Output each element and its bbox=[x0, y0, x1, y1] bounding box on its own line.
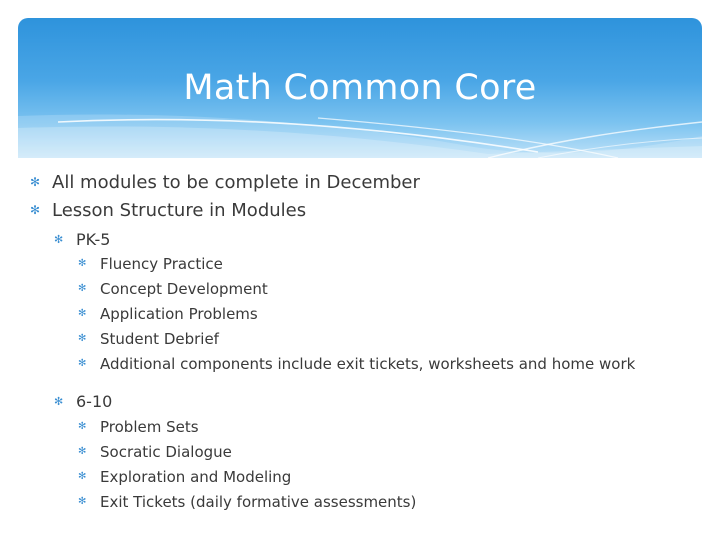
list-item bbox=[78, 443, 232, 461]
asterisk-bullet-icon: ✻ bbox=[78, 471, 87, 482]
sub-bullet-item bbox=[54, 230, 110, 249]
asterisk-bullet-icon: ✻ bbox=[78, 258, 87, 269]
asterisk-bullet-icon: ✻ bbox=[78, 358, 87, 369]
list-item bbox=[78, 255, 223, 273]
list-item-text: Concept Development bbox=[100, 280, 268, 298]
list-item bbox=[78, 418, 199, 436]
asterisk-bullet-icon: ✻ bbox=[54, 233, 64, 246]
list-item bbox=[78, 468, 291, 486]
asterisk-bullet-icon: ✻ bbox=[78, 333, 87, 344]
list-item-text: Application Problems bbox=[100, 305, 258, 323]
sub-bullet-heading: PK-5 bbox=[76, 230, 111, 249]
sub-bullet-item bbox=[54, 392, 112, 411]
list-item-text: Problem Sets bbox=[100, 418, 199, 436]
bullet-text: All modules to be complete in December bbox=[52, 172, 420, 193]
sub-bullet-heading: 6-10 bbox=[76, 392, 113, 411]
asterisk-bullet-icon: ✻ bbox=[78, 496, 87, 507]
list-item-text: Exploration and Modeling bbox=[100, 468, 292, 486]
asterisk-bullet-icon: ✻ bbox=[78, 283, 87, 294]
list-item-text: Exit Tickets (daily formative assessments) bbox=[100, 493, 417, 511]
list-item bbox=[78, 305, 258, 323]
list-item-text: Socratic Dialogue bbox=[100, 443, 232, 461]
list-item bbox=[78, 330, 219, 348]
bullet-item bbox=[30, 200, 306, 221]
list-item-text: Additional components include exit tickets, worksheets and home work bbox=[100, 355, 636, 373]
bullet-item bbox=[30, 172, 420, 193]
list-item bbox=[78, 355, 635, 373]
bullet-text: Lesson Structure in Modules bbox=[52, 200, 307, 221]
list-item-text: Fluency Practice bbox=[100, 255, 223, 273]
asterisk-bullet-icon: ✻ bbox=[54, 395, 64, 408]
asterisk-bullet-icon: ✻ bbox=[78, 308, 87, 319]
list-item bbox=[78, 280, 268, 298]
asterisk-bullet-icon: ✻ bbox=[30, 203, 41, 217]
asterisk-bullet-icon: ✻ bbox=[78, 446, 87, 457]
list-item bbox=[78, 493, 416, 511]
title-banner bbox=[18, 18, 702, 158]
slide-title: Math Common Core bbox=[183, 68, 537, 108]
list-item-text: Student Debrief bbox=[100, 330, 219, 348]
asterisk-bullet-icon: ✻ bbox=[78, 421, 87, 432]
asterisk-bullet-icon: ✻ bbox=[30, 175, 41, 189]
